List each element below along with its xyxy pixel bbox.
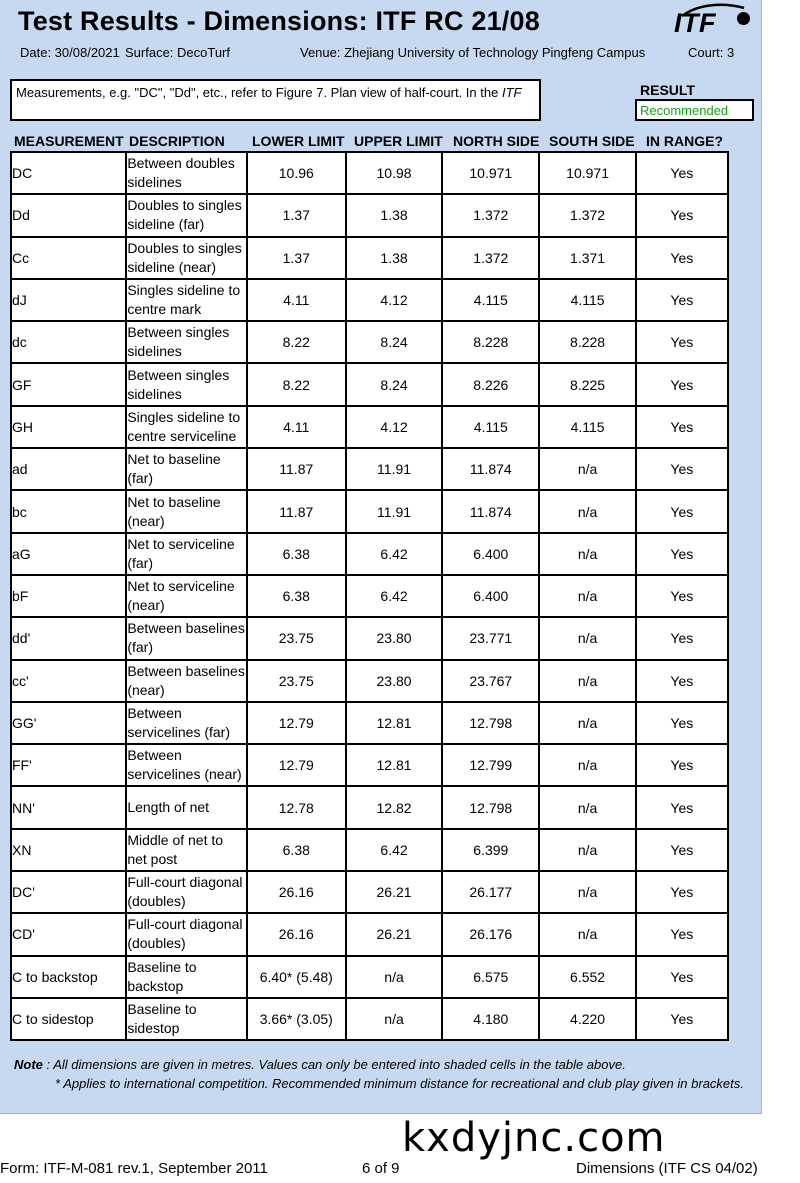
lower-limit-cell: 6.38: [247, 575, 346, 617]
footer-dimensions-ref: Dimensions (ITF CS 04/02): [576, 1160, 758, 1177]
description-cell: Singles sideline to centre mark: [126, 279, 246, 321]
table-row: [11, 913, 728, 955]
table-row: [11, 490, 728, 532]
south-side-cell[interactable]: n/a: [539, 448, 635, 490]
court-number: Court: 3: [688, 45, 735, 60]
lower-limit-cell: 12.79: [247, 744, 346, 786]
lower-limit-cell: 12.78: [247, 786, 346, 828]
table-row: [11, 152, 728, 194]
in-range-cell: Yes: [636, 533, 728, 575]
description-cell: Full-court diagonal (doubles): [126, 913, 246, 955]
measurement-cell: GF: [11, 363, 126, 405]
col-header-south-side: SOUTH SIDE: [549, 133, 635, 149]
upper-limit-cell: 11.91: [346, 448, 442, 490]
table-row: [11, 237, 728, 279]
upper-limit-cell: 12.82: [346, 786, 442, 828]
footnote-note-text: : All dimensions are given in metres. Values can only be entered into shaded cells in the table above.: [42, 1057, 626, 1072]
footer-form-id: Form: ITF-M-081 rev.1, September 2011: [0, 1160, 268, 1177]
south-side-cell[interactable]: n/a: [539, 913, 635, 955]
south-side-cell[interactable]: n/a: [539, 617, 635, 659]
description-cell: Net to baseline (near): [126, 490, 246, 532]
table-row: [11, 575, 728, 617]
south-side-cell[interactable]: 8.225: [539, 363, 635, 405]
south-side-cell[interactable]: n/a: [539, 744, 635, 786]
south-side-cell[interactable]: 1.372: [539, 194, 635, 236]
measurement-cell: dJ: [11, 279, 126, 321]
footnote-note-label: Note: [14, 1057, 43, 1072]
lower-limit-cell: 11.87: [247, 448, 346, 490]
results-table: [10, 151, 729, 1041]
lower-limit-cell: 23.75: [247, 660, 346, 702]
description-cell: Between servicelines (near): [126, 744, 246, 786]
upper-limit-cell: n/a: [346, 998, 442, 1040]
measurement-cell: GH: [11, 406, 126, 448]
in-range-cell: Yes: [636, 871, 728, 913]
upper-limit-cell: 12.81: [346, 702, 442, 744]
footer-page-number: 6 of 9: [362, 1160, 400, 1177]
south-side-cell[interactable]: n/a: [539, 660, 635, 702]
north-side-cell[interactable]: 1.372: [442, 194, 539, 236]
measurement-cell: dd': [11, 617, 126, 659]
venue: Venue: Zhejiang University of Technology Pingfeng Campus: [300, 45, 646, 60]
description-cell: Baseline to sidestop: [126, 998, 246, 1040]
north-side-cell[interactable]: 12.799: [442, 744, 539, 786]
in-range-cell: Yes: [636, 660, 728, 702]
table-row: [11, 871, 728, 913]
upper-limit-cell: 26.21: [346, 871, 442, 913]
description-cell: Between doubles sidelines: [126, 152, 246, 194]
in-range-cell: Yes: [636, 237, 728, 279]
south-side-cell[interactable]: n/a: [539, 871, 635, 913]
description-cell: Between singles sidelines: [126, 321, 246, 363]
lower-limit-cell: 4.11: [247, 406, 346, 448]
watermark: kxdyjnc.com: [402, 1115, 666, 1161]
north-side-cell[interactable]: 4.115: [442, 406, 539, 448]
upper-limit-cell: 8.24: [346, 321, 442, 363]
upper-limit-cell: 26.21: [346, 913, 442, 955]
description-cell: Net to serviceline (far): [126, 533, 246, 575]
table-row: [11, 406, 728, 448]
in-range-cell: Yes: [636, 363, 728, 405]
description-cell: Baseline to backstop: [126, 956, 246, 998]
south-side-cell[interactable]: n/a: [539, 829, 635, 871]
measurement-cell: ad: [11, 448, 126, 490]
measurement-note-text: Measurements, e.g. "DC", "Dd", etc., refer to Figure 7. Plan view of half-court. In the: [16, 85, 502, 100]
col-header-description: DESCRIPTION: [129, 133, 225, 149]
measurement-cell: bF: [11, 575, 126, 617]
south-side-cell[interactable]: 4.220: [539, 998, 635, 1040]
description-cell: Doubles to singles sideline (near): [126, 237, 246, 279]
in-range-cell: Yes: [636, 490, 728, 532]
result-label: RESULT: [640, 82, 695, 98]
description-cell: Middle of net to net post: [126, 829, 246, 871]
lower-limit-cell: 1.37: [247, 237, 346, 279]
in-range-cell: Yes: [636, 617, 728, 659]
south-side-cell[interactable]: 4.115: [539, 279, 635, 321]
table-row: [11, 702, 728, 744]
table-row: [11, 321, 728, 363]
footnote-asterisk: * Applies to international competition. Recommended minimum distance for recreational and club play given in brackets.: [55, 1076, 744, 1091]
north-side-cell[interactable]: 6.575: [442, 956, 539, 998]
upper-limit-cell: 1.38: [346, 194, 442, 236]
in-range-cell: Yes: [636, 194, 728, 236]
table-row: [11, 998, 728, 1040]
south-side-cell[interactable]: n/a: [539, 575, 635, 617]
upper-limit-cell: 4.12: [346, 279, 442, 321]
logo-text: ITF: [674, 8, 716, 38]
description-cell: Between singles sidelines: [126, 363, 246, 405]
tennis-ball-icon: [737, 12, 750, 25]
surface: Surface: DecoTurf: [125, 45, 231, 60]
lower-limit-cell: 26.16: [247, 913, 346, 955]
north-side-cell[interactable]: 11.874: [442, 448, 539, 490]
in-range-cell: Yes: [636, 998, 728, 1040]
north-side-cell[interactable]: 1.372: [442, 237, 539, 279]
north-side-cell[interactable]: 12.798: [442, 702, 539, 744]
north-side-cell[interactable]: 6.400: [442, 533, 539, 575]
in-range-cell: Yes: [636, 786, 728, 828]
north-side-cell[interactable]: 23.767: [442, 660, 539, 702]
table-row: [11, 617, 728, 659]
in-range-cell: Yes: [636, 448, 728, 490]
measurement-cell: cc': [11, 660, 126, 702]
lower-limit-cell: 3.66* (3.05): [247, 998, 346, 1040]
upper-limit-cell: 1.38: [346, 237, 442, 279]
in-range-cell: Yes: [636, 321, 728, 363]
table-row: [11, 279, 728, 321]
upper-limit-cell: 12.81: [346, 744, 442, 786]
page-title: Test Results - Dimensions: ITF RC 21/08: [18, 6, 540, 36]
upper-limit-cell: 6.42: [346, 829, 442, 871]
upper-limit-cell: 23.80: [346, 660, 442, 702]
measurement-cell: dc: [11, 321, 126, 363]
upper-limit-cell: 4.12: [346, 406, 442, 448]
lower-limit-cell: 26.16: [247, 871, 346, 913]
measurement-cell: DC: [11, 152, 126, 194]
col-header-measurement: MEASUREMENT: [14, 133, 124, 149]
lower-limit-cell: 12.79: [247, 702, 346, 744]
lower-limit-cell: 10.96: [247, 152, 346, 194]
measurement-cell: CD': [11, 913, 126, 955]
table-row: [11, 786, 728, 828]
north-side-cell[interactable]: 4.115: [442, 279, 539, 321]
measurement-cell: XN: [11, 829, 126, 871]
table-row: [11, 448, 728, 490]
upper-limit-cell: 23.80: [346, 617, 442, 659]
description-cell: Full-court diagonal (doubles): [126, 871, 246, 913]
north-side-cell[interactable]: 23.771: [442, 617, 539, 659]
lower-limit-cell: 1.37: [247, 194, 346, 236]
in-range-cell: Yes: [636, 279, 728, 321]
col-header-lower-limit: LOWER LIMIT: [252, 133, 345, 149]
lower-limit-cell: 6.38: [247, 533, 346, 575]
measurement-cell: C to sidestop: [11, 998, 126, 1040]
measurement-cell: bc: [11, 490, 126, 532]
upper-limit-cell: 11.91: [346, 490, 442, 532]
in-range-cell: Yes: [636, 702, 728, 744]
south-side-cell[interactable]: 4.115: [539, 406, 635, 448]
lower-limit-cell: 8.22: [247, 321, 346, 363]
table-row: [11, 660, 728, 702]
table-row: [11, 956, 728, 998]
result-value: Recommended: [635, 99, 754, 121]
south-side-cell[interactable]: n/a: [539, 533, 635, 575]
upper-limit-cell: n/a: [346, 956, 442, 998]
lower-limit-cell: 11.87: [247, 490, 346, 532]
upper-limit-cell: 8.24: [346, 363, 442, 405]
table-row: [11, 363, 728, 405]
south-side-cell[interactable]: 10.971: [539, 152, 635, 194]
north-side-cell[interactable]: 6.399: [442, 829, 539, 871]
in-range-cell: Yes: [636, 956, 728, 998]
col-header-upper-limit: UPPER LIMIT: [354, 133, 443, 149]
in-range-cell: Yes: [636, 406, 728, 448]
in-range-cell: Yes: [636, 913, 728, 955]
upper-limit-cell: 6.42: [346, 533, 442, 575]
south-side-cell[interactable]: 8.228: [539, 321, 635, 363]
lower-limit-cell: 8.22: [247, 363, 346, 405]
measurement-cell: Dd: [11, 194, 126, 236]
north-side-cell[interactable]: 10.971: [442, 152, 539, 194]
north-side-cell[interactable]: 6.400: [442, 575, 539, 617]
table-row: [11, 533, 728, 575]
description-cell: Net to baseline (far): [126, 448, 246, 490]
description-cell: Net to serviceline (near): [126, 575, 246, 617]
north-side-cell[interactable]: 4.180: [442, 998, 539, 1040]
description-cell: Between baselines (near): [126, 660, 246, 702]
measurement-cell: NN': [11, 786, 126, 828]
north-side-cell[interactable]: 26.176: [442, 913, 539, 955]
in-range-cell: Yes: [636, 744, 728, 786]
table-row: [11, 744, 728, 786]
col-header-in-range: IN RANGE?: [646, 133, 723, 149]
south-side-cell[interactable]: 6.552: [539, 956, 635, 998]
measurement-cell: FF': [11, 744, 126, 786]
measurement-cell: Cc: [11, 237, 126, 279]
test-date: Date: 30/08/2021: [20, 45, 120, 60]
lower-limit-cell: 23.75: [247, 617, 346, 659]
measurement-note-box: [10, 79, 541, 121]
description-cell: Singles sideline to centre serviceline: [126, 406, 246, 448]
measurement-cell: GG': [11, 702, 126, 744]
upper-limit-cell: 6.42: [346, 575, 442, 617]
north-side-cell[interactable]: 8.226: [442, 363, 539, 405]
measurement-cell: C to backstop: [11, 956, 126, 998]
lower-limit-cell: 4.11: [247, 279, 346, 321]
itf-logo: [674, 4, 754, 40]
col-header-north-side: NORTH SIDE: [453, 133, 540, 149]
table-row: [11, 194, 728, 236]
upper-limit-cell: 10.98: [346, 152, 442, 194]
north-side-cell[interactable]: 11.874: [442, 490, 539, 532]
description-cell: Between servicelines (far): [126, 702, 246, 744]
results-table-body: [11, 152, 728, 1040]
south-side-cell[interactable]: n/a: [539, 702, 635, 744]
in-range-cell: Yes: [636, 152, 728, 194]
footnote-note: [14, 1057, 626, 1072]
description-cell: Between baselines (far): [126, 617, 246, 659]
description-cell: Length of net: [126, 786, 246, 828]
north-side-cell[interactable]: 8.228: [442, 321, 539, 363]
north-side-cell[interactable]: 12.798: [442, 786, 539, 828]
measurement-cell: DC': [11, 871, 126, 913]
south-side-cell[interactable]: n/a: [539, 786, 635, 828]
south-side-cell[interactable]: 1.371: [539, 237, 635, 279]
measurement-cell: aG: [11, 533, 126, 575]
lower-limit-cell: 6.40* (5.48): [247, 956, 346, 998]
south-side-cell[interactable]: n/a: [539, 490, 635, 532]
table-row: [11, 829, 728, 871]
measurement-note-italic: ITF: [501, 85, 522, 100]
north-side-cell[interactable]: 26.177: [442, 871, 539, 913]
description-cell: Doubles to singles sideline (far): [126, 194, 246, 236]
in-range-cell: Yes: [636, 829, 728, 871]
in-range-cell: Yes: [636, 575, 728, 617]
lower-limit-cell: 6.38: [247, 829, 346, 871]
